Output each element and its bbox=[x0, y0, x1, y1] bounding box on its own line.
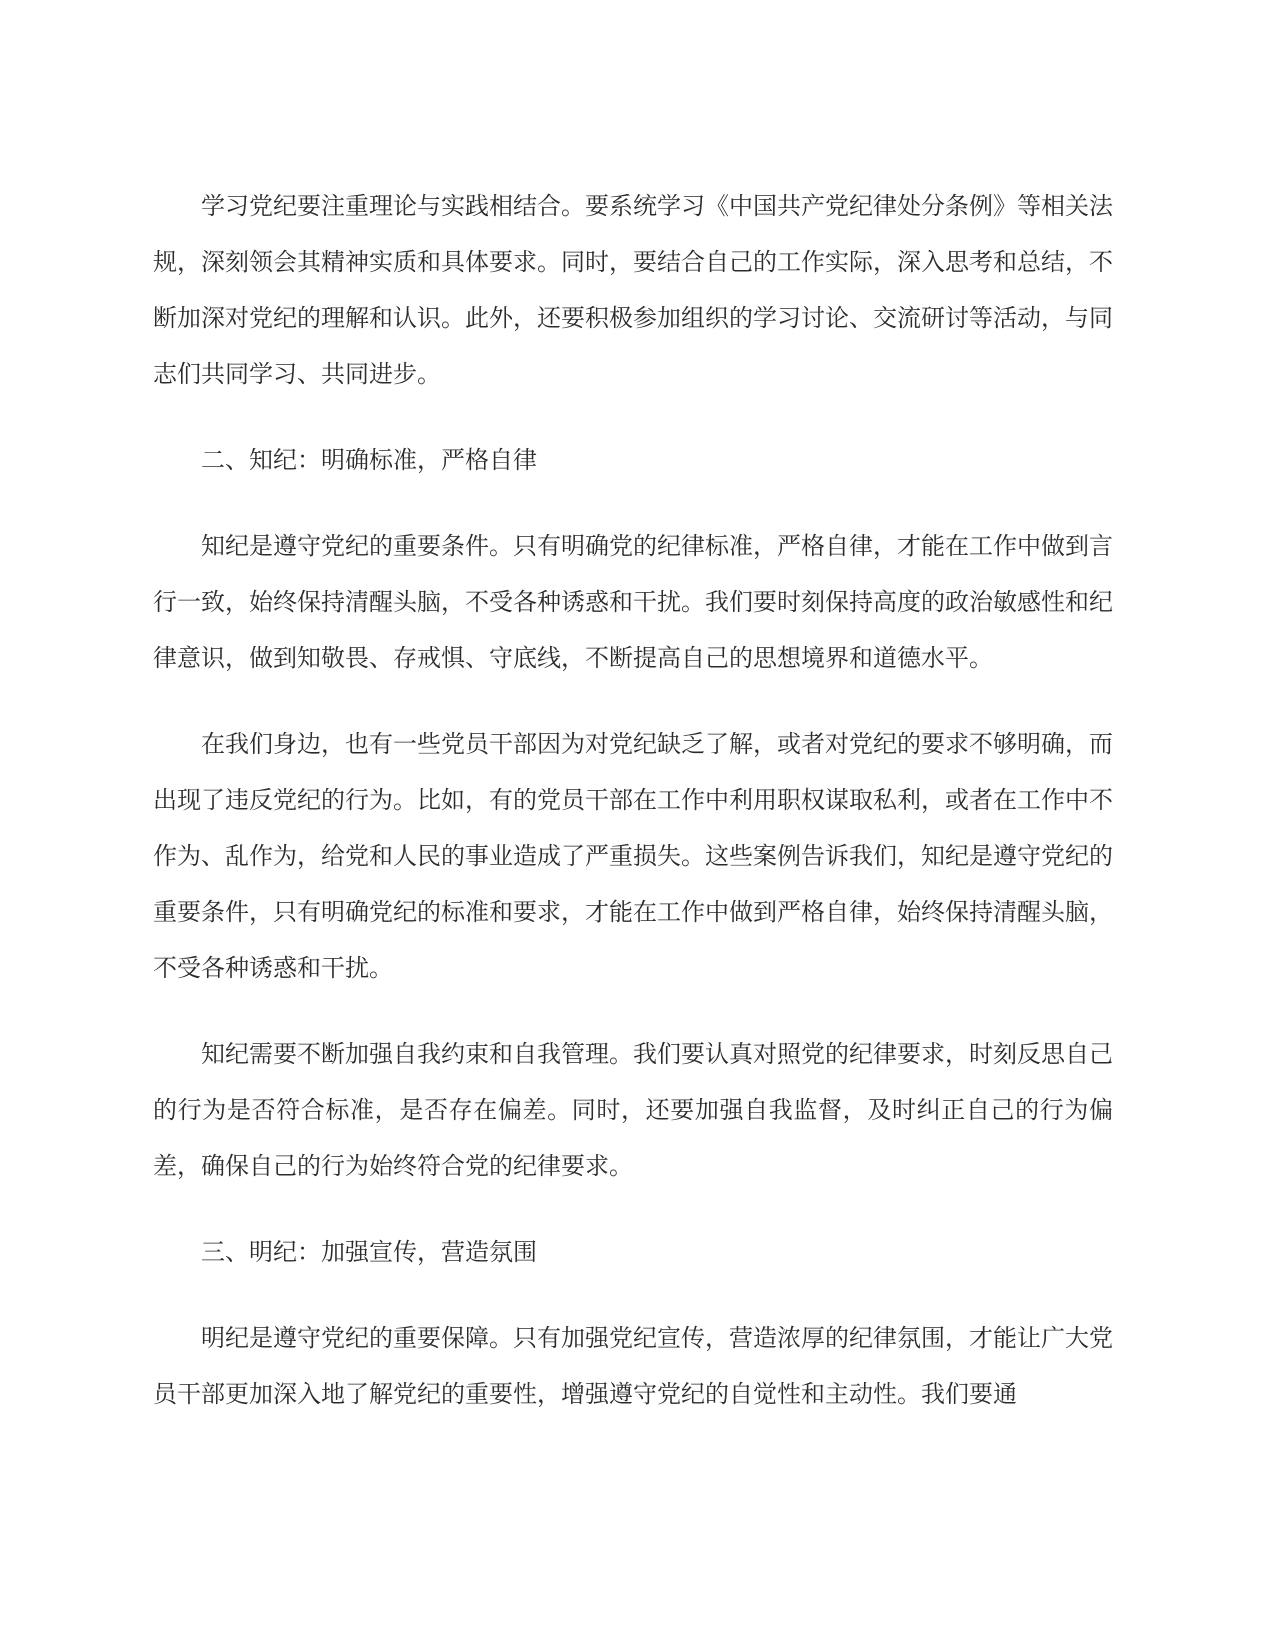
paragraph-study-practice: 学习党纪要注重理论与实践相结合。要系统学习《中国共产党纪律处分条例》等相关法规，深刻领会其精神实质和具体要求。同时，要结合自己的工作实际，深入思考和总结，不断加深对党纪的理解和认识。此外，还要积极参加组织的学习讨论、交流研讨等活动，与同志们共同学习、共同进步。 bbox=[153, 192, 1113, 388]
paragraph-self-management: 知纪需要不断加强自我约束和自我管理。我们要认真对照党的纪律要求，时刻反思自己的行为是否符合标准，是否存在偏差。同时，还要加强自我监督，及时纠正自己的行为偏差，确保自己的行为始终符合党的纪律要求。 bbox=[153, 1040, 1113, 1180]
section-heading-2: 二、知纪：明确标准，严格自律 bbox=[201, 446, 537, 474]
document-body bbox=[153, 178, 1113, 1452]
section-heading-3: 三、明纪：加强宣传，营造氛围 bbox=[201, 1238, 537, 1266]
paragraph-publicity: 明纪是遵守党纪的重要保障。只有加强党纪宣传，营造浓厚的纪律氛围，才能让广大党员干部更加深入地了解党纪的重要性，增强遵守党纪的自觉性和主动性。我们要通 bbox=[153, 1324, 1113, 1408]
paragraph-know-discipline: 知纪是遵守党纪的重要条件。只有明确党的纪律标准，严格自律，才能在工作中做到言行一致，始终保持清醒头脑，不受各种诱惑和干扰。我们要时刻保持高度的政治敏感性和纪律意识，做到知敬畏、存戒惧、守底线，不断提高自己的思想境界和道德水平。 bbox=[153, 532, 1113, 672]
paragraph-cases: 在我们身边，也有一些党员干部因为对党纪缺乏了解，或者对党纪的要求不够明确，而出现了违反党纪的行为。比如，有的党员干部在工作中利用职权谋取私利，或者在工作中不作为、乱作为，给党和人民的事业造成了严重损失。这些案例告诉我们，知纪是遵守党纪的重要条件，只有明确党纪的标准和要求，才能在工作中做到严格自律，始终保持清醒头脑，不受各种诱惑和干扰。 bbox=[153, 730, 1113, 982]
